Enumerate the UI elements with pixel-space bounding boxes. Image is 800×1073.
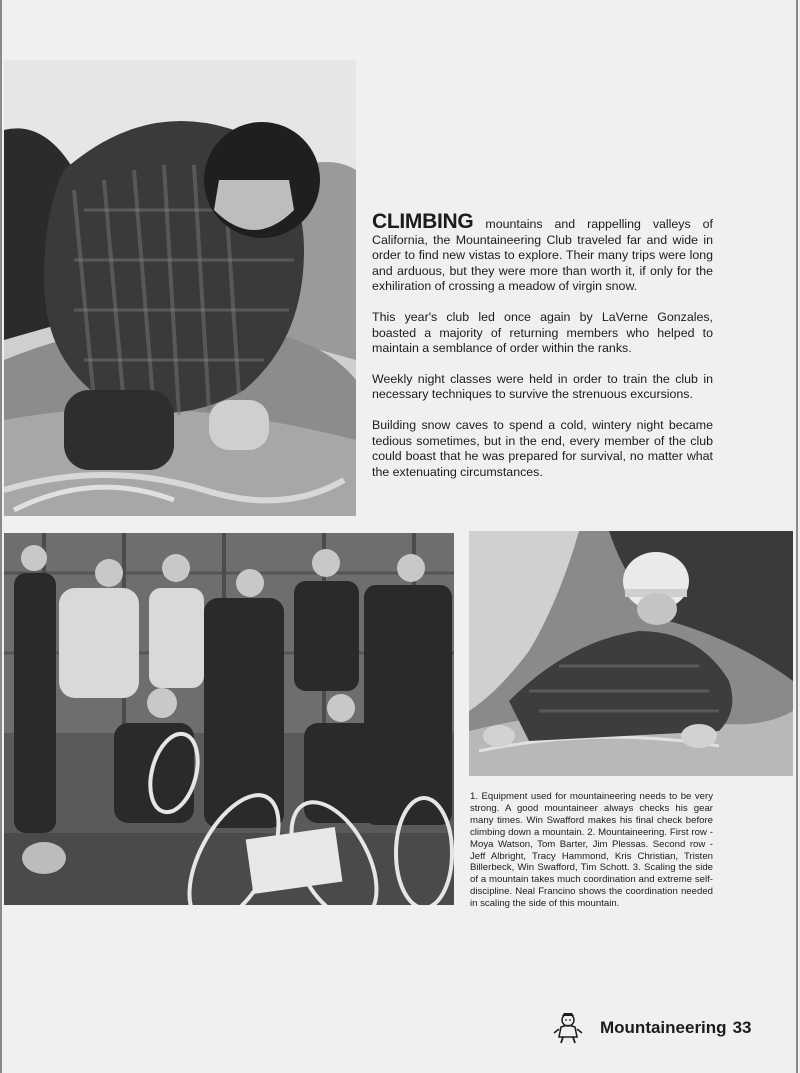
section-title: Mountaineering — [600, 1018, 727, 1037]
photo-climber-scaling — [469, 531, 793, 776]
photo-caption: 1. Equipment used for mountaineering needs to be very strong. A good mountaineer always checks his gear many times. Win Swafford makes his final check before climbing down a mountain. 2. Mountaineering. First row - Moya Watson, Tom Barter, Jim Plessas. Second row - Jeff Albright, Tracy Hammond, Kris Christian, Tristen Billerbeck, Win Swafford, Tim Schott. 3. Scaling the side of a mountain takes much coordination and extreme self-discipline. Neal Francino shows the coordination needed in scaling the side of this mountain. — [470, 791, 713, 910]
page-edge-left — [0, 0, 2, 1073]
paragraph-intro — [372, 210, 713, 295]
paragraph-3: Weekly night classes were held in order to train the club in necessary techniques to survive the strenuous excursions. — [372, 371, 713, 402]
photo-gear-check — [4, 60, 356, 516]
paragraph-4: Building snow caves to spend a cold, wintery night became tedious sometimes, but in the end, every member of the club could boast that he was prepared for survival, no matter what the extenuating circumstances. — [372, 417, 713, 479]
paragraph-2: This year's club led once again by LaVerne Gonzales, boasted a majority of returning members who helped to maintain a semblance of order within the ranks. — [372, 309, 713, 356]
photo-club-group — [4, 533, 454, 905]
paragraph-1-text: mountains and rappelling valleys of California, the Mountaineering Club traveled far and wide in order to find new vistas to explore. Their many trips were long and arduous, but they were more than worth it, if only for the exhiliration of crossing a meadow of virgin snow. — [372, 217, 713, 294]
lead-word: CLIMBING — [372, 210, 474, 233]
mascot-logo — [552, 1011, 584, 1045]
page-number: 33 — [732, 1018, 752, 1037]
article-body — [372, 210, 713, 495]
page-footer — [552, 1010, 751, 1046]
page-edge-right — [796, 0, 798, 1073]
